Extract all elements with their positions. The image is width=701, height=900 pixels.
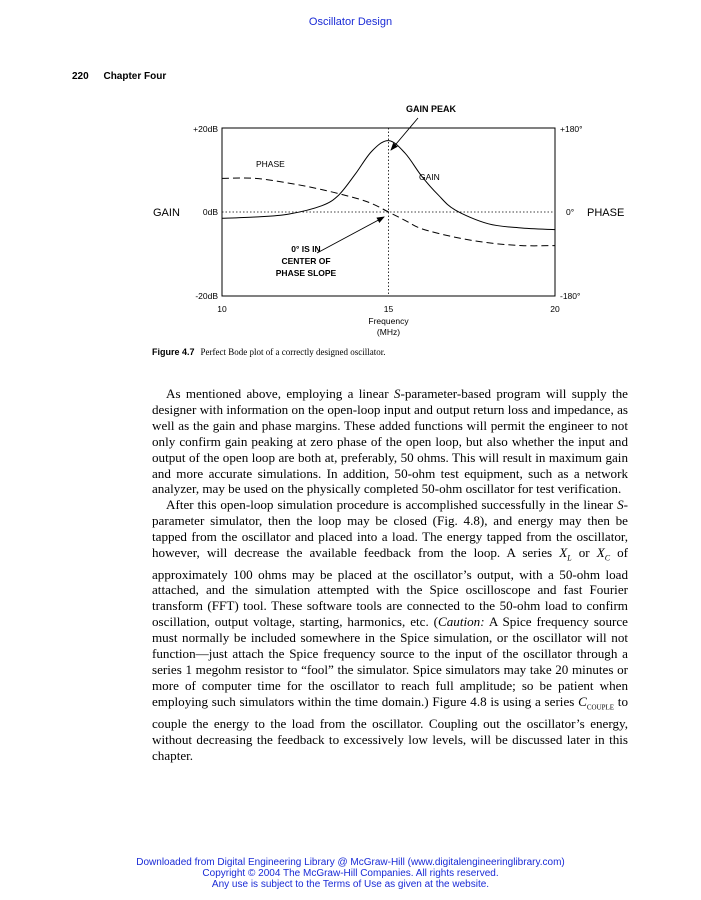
paragraph-2: After this open-loop simulation procedure is accomplished successfully in the linear S-parameter simulator, then the loop may be closed (Fig. 4.8), and energy may then be tapped from the oscillator and placed into a load. The energy tapped from the oscillator, however, will decrease the available feedback from the loop. A series $X_L$ or $X_C$ of approximately 100 ohms may be placed at the oscillator’s output, with a 50-ohm load attached, and the simulation attempted with the Spice oscilloscope and fast Fourier transform (FFT) tool. These software tools are connected to the 50-ohm load to confirm oscillation, output voltage, starting, harmonics, etc. (Caution: A Spice frequency source must normally be included somewhere in the Spice simulation, or the oscillator will not function—just attach the Spice frequency source to the input of the oscillator through a series 1 megohm resistor to “fool” the simulator. Spice simulators may take 20 minutes or more of computer time for the oscillator to reach full amplitude; so be patient when employing such simulators within the time domain.) Figure 4.8 is using a series $C_{COUPLE}$ to couple the energy to the load from the oscillator. Coupling out the oscillator’s energy, without decreasing the feedback to excessively low levels, will be discussed later in this chapter. bbox=[152, 497, 628, 764]
right-axis-mid-label: 0° bbox=[566, 207, 575, 217]
left-axis-bottom-label: -20dB bbox=[195, 291, 218, 301]
left-axis-mid-label: 0dB bbox=[202, 207, 218, 217]
footer bbox=[0, 857, 701, 890]
phase-curve-label: PHASE bbox=[256, 159, 285, 169]
bode-plot-figure bbox=[0, 0, 701, 345]
phase-axis-title: PHASE bbox=[587, 207, 625, 219]
right-axis-bottom-label: -180° bbox=[560, 291, 581, 301]
x-tick-label-15: 15 bbox=[383, 304, 394, 314]
x-axis-title-line-1: Frequency bbox=[368, 316, 409, 326]
footer-download-link[interactable]: Downloaded from Digital Engineering Library @ McGraw-Hill (www.digitalengineeringlibrary.com) bbox=[136, 857, 565, 868]
gain-peak-label: GAIN PEAK bbox=[405, 104, 457, 114]
body-text bbox=[152, 386, 628, 764]
paragraph-1: As mentioned above, employing a linear S-parameter-based program will supply the designer with information on the open-loop input and output return loss and impedance, as well as the gain and phase margins. These added functions will permit the engineer to not only confirm gain peaking at zero phase of the open loop, but also whether the input and output of the open loop are both at, preferably, 50 ohms. This will result in maximum gain and more accurate simulations. In addition, 50-ohm test equipment, such as a network analyzer, may be used on the physically completed 50-ohm oscillator for test verification. bbox=[152, 386, 628, 497]
annotation-line-3: PHASE SLOPE bbox=[275, 268, 337, 278]
annotation-line-1: 0° IS IN bbox=[291, 244, 321, 254]
x-tick-label-20: 20 bbox=[550, 304, 560, 314]
figure-caption bbox=[152, 347, 385, 357]
annotation-line-2: CENTER OF bbox=[281, 256, 331, 266]
footer-terms-link[interactable]: Any use is subject to the Terms of Use as given at the website. bbox=[211, 879, 490, 890]
page-number: 220 bbox=[72, 71, 89, 82]
x-axis-title-line-2: (MHz) bbox=[376, 327, 401, 337]
x-tick-label-10: 10 bbox=[217, 304, 227, 314]
figure-caption-label: Figure 4.7 bbox=[152, 347, 195, 357]
chapter-title: Chapter Four bbox=[103, 71, 167, 82]
left-axis-top-label: +20dB bbox=[193, 124, 218, 134]
gain-curve-label: GAIN bbox=[419, 172, 440, 182]
figure-caption-text: Perfect Bode plot of a correctly designed oscillator. bbox=[200, 347, 386, 357]
footer-copyright[interactable]: Copyright © 2004 The McGraw-Hill Companies. All rights reserved. bbox=[202, 868, 499, 879]
phase-center-arrow bbox=[317, 217, 384, 253]
right-axis-top-label: +180° bbox=[560, 124, 583, 134]
gain-axis-title: GAIN bbox=[153, 207, 180, 219]
gain-peak-arrow bbox=[391, 118, 418, 150]
site-title-link[interactable]: Oscillator Design bbox=[308, 16, 393, 28]
